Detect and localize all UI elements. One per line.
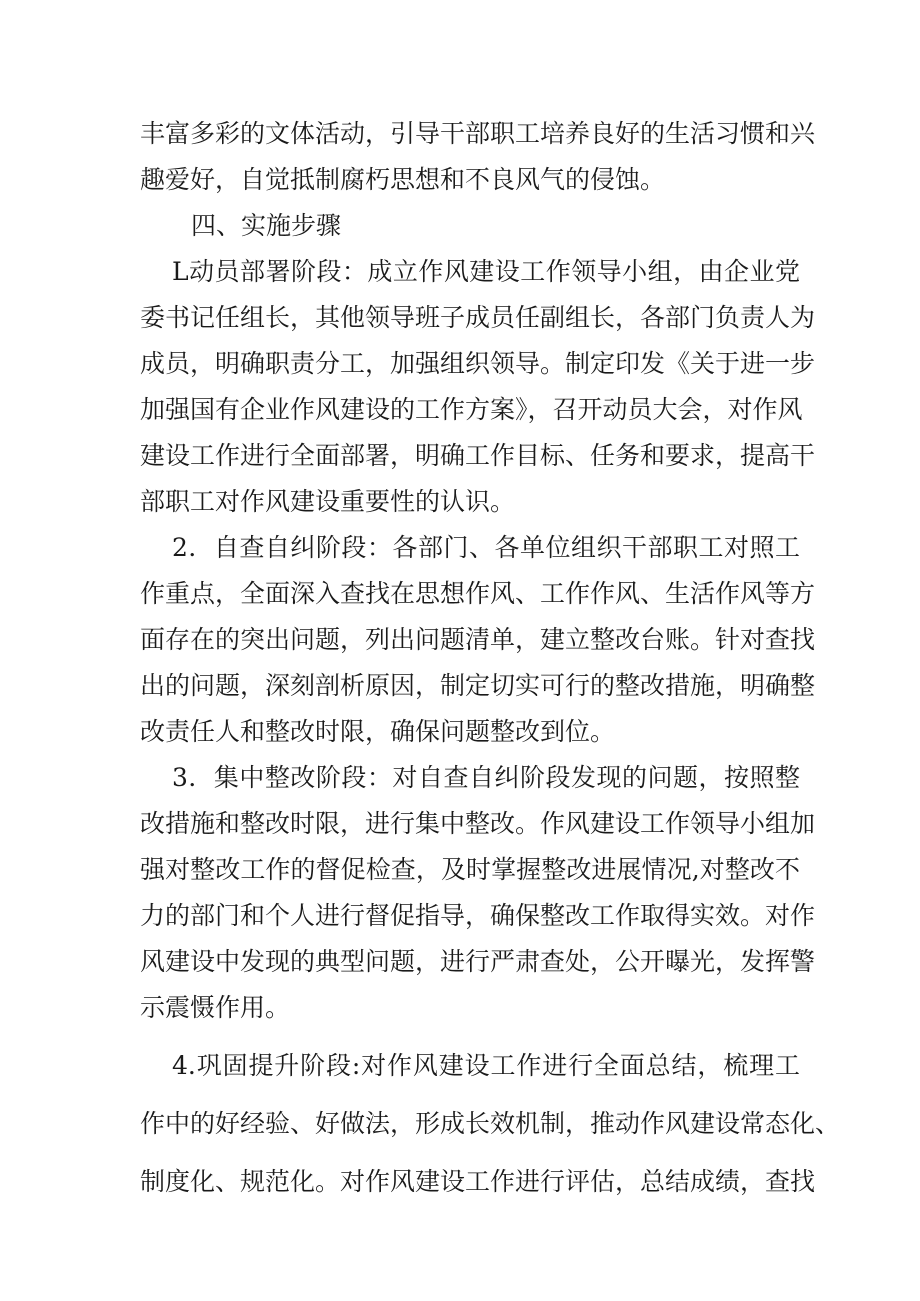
text-line: 面存在的突出问题，列出问题清单，建立整改台账。针对查找: [140, 625, 816, 654]
text-line: 3．集中整改阶段：对自查自纠阶段发现的问题，按照整: [172, 763, 800, 792]
text-line: 成员，明确职责分工，加强组织领导。制定印发《关于进一步: [140, 349, 816, 378]
text-line: 4.巩固提升阶段:对作风建设工作进行全面总结，梳理工: [172, 1051, 800, 1080]
text-line: 改措施和整改时限，进行集中整改。作风建设工作领导小组加: [140, 809, 816, 838]
text-line: 力的部门和个人进行督促指导，确保整改工作取得实效。对作: [140, 901, 816, 930]
text-line: 出的问题，深刻剖析原因，制定切实可行的整改措施，明确整: [140, 671, 816, 700]
text-line: 风建设中发现的典型问题，进行严肃查处，公开曝光，发挥警: [140, 947, 816, 976]
text-line: 部职工对作风建设重要性的认识。: [140, 487, 516, 516]
text-line: 建设工作进行全面部署，明确工作目标、任务和要求，提高干: [140, 441, 816, 470]
text-line: L动员部署阶段：成立作风建设工作领导小组，由企业党: [172, 257, 800, 286]
text-line: 制度化、规范化。对作风建设工作进行评估，总结成绩，查找: [140, 1167, 816, 1196]
text-line: 丰富多彩的文体活动，引导干部职工培养良好的生活习惯和兴: [140, 119, 816, 148]
text-line: 加强国有企业作风建设的工作方案》，召开动员大会，对作风: [140, 395, 803, 424]
text-line: 作重点，全面深入查找在思想作风、工作作风、生活作风等方: [140, 579, 816, 608]
text-line: 示震慑作用。: [140, 993, 291, 1022]
text-line: 强对整改工作的督促检查，及时掌握整改进展情况,对整改不: [140, 855, 800, 884]
text-line: 改责任人和整改时限，确保问题整改到位。: [140, 717, 616, 746]
section-heading: 四、实施步骤: [191, 211, 342, 240]
text-line: 委书记任组长，其他领导班子成员任副组长，各部门负责人为: [140, 303, 816, 332]
text-line: 作中的好经验、好做法，形成长效机制，推动作风建设常态化、: [140, 1109, 841, 1138]
text-line: 趣爱好，自觉抵制腐朽思想和不良风气的侵蚀。: [140, 165, 666, 194]
text-line: 2．自查自纠阶段：各部门、各单位组织干部职工对照工: [172, 533, 800, 562]
